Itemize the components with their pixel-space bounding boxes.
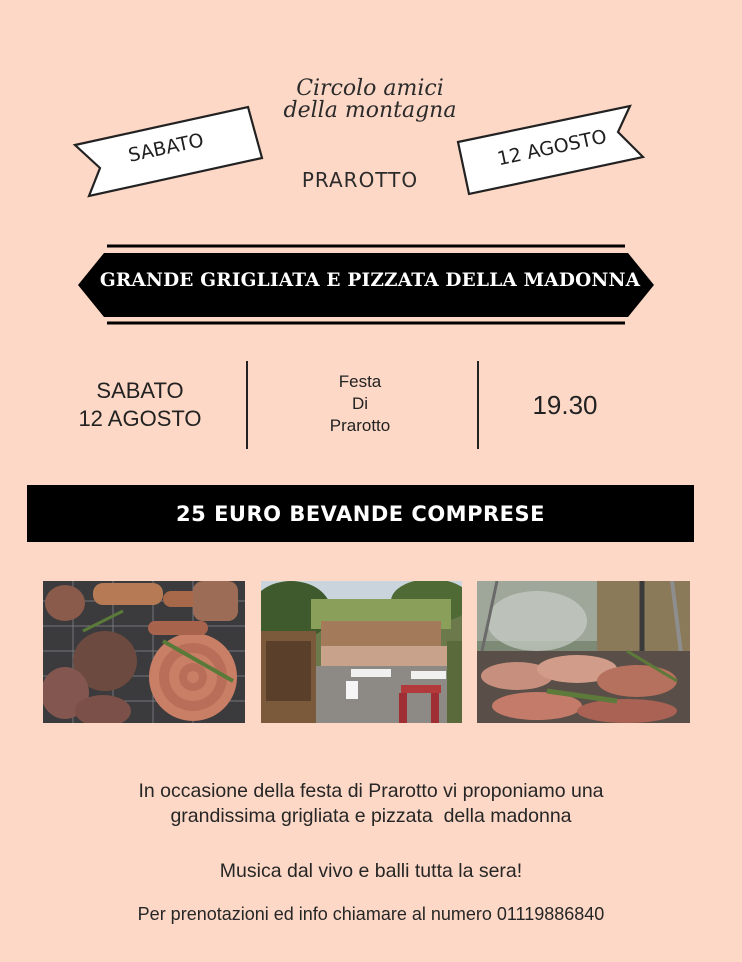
description [60, 779, 682, 829]
details-day-date [60, 377, 220, 433]
details-event-line-3: Prarotto [329, 416, 391, 435]
price-banner-text: 25 EURO BEVANDE COMPRESE [176, 501, 545, 526]
details-day: SABATO [96, 378, 184, 403]
contact-line: Per prenotazioni ed info chiamare al numero 01119886840 [137, 904, 605, 924]
ribbon-day-label: SABATO [126, 129, 206, 167]
organizer-line-1: Circolo amici [296, 76, 444, 101]
barbecue-grill-photo [477, 581, 690, 723]
description-line-2: grandissima grigliata e pizzata della madonna [170, 805, 572, 827]
details-time: 19.30 [532, 390, 598, 420]
details-event-line-1: Festa [338, 372, 382, 391]
organizer-line-2: della montagna [283, 98, 457, 123]
description-line-1: In occasione della festa di Prarotto vi proponiamo una [138, 780, 604, 802]
organizer-name [240, 78, 500, 122]
details-event-line-2: Di [351, 394, 369, 413]
music-line: Musica dal vivo e balli tutta la sera! [219, 860, 523, 882]
divider-right [477, 361, 479, 449]
price-banner [27, 485, 694, 542]
divider-left [246, 361, 248, 449]
grilled-meats-photo [43, 581, 245, 723]
outdoor-terrace-photo [261, 581, 462, 723]
details-event [290, 371, 430, 437]
ribbon-date-label: 12 AGOSTO [495, 125, 609, 171]
details-date: 12 AGOSTO [78, 406, 202, 431]
event-title: GRANDE GRIGLIATA E PIZZATA DELLA MADONNA [99, 270, 641, 291]
location-heading: PRAROTTO [301, 168, 419, 192]
